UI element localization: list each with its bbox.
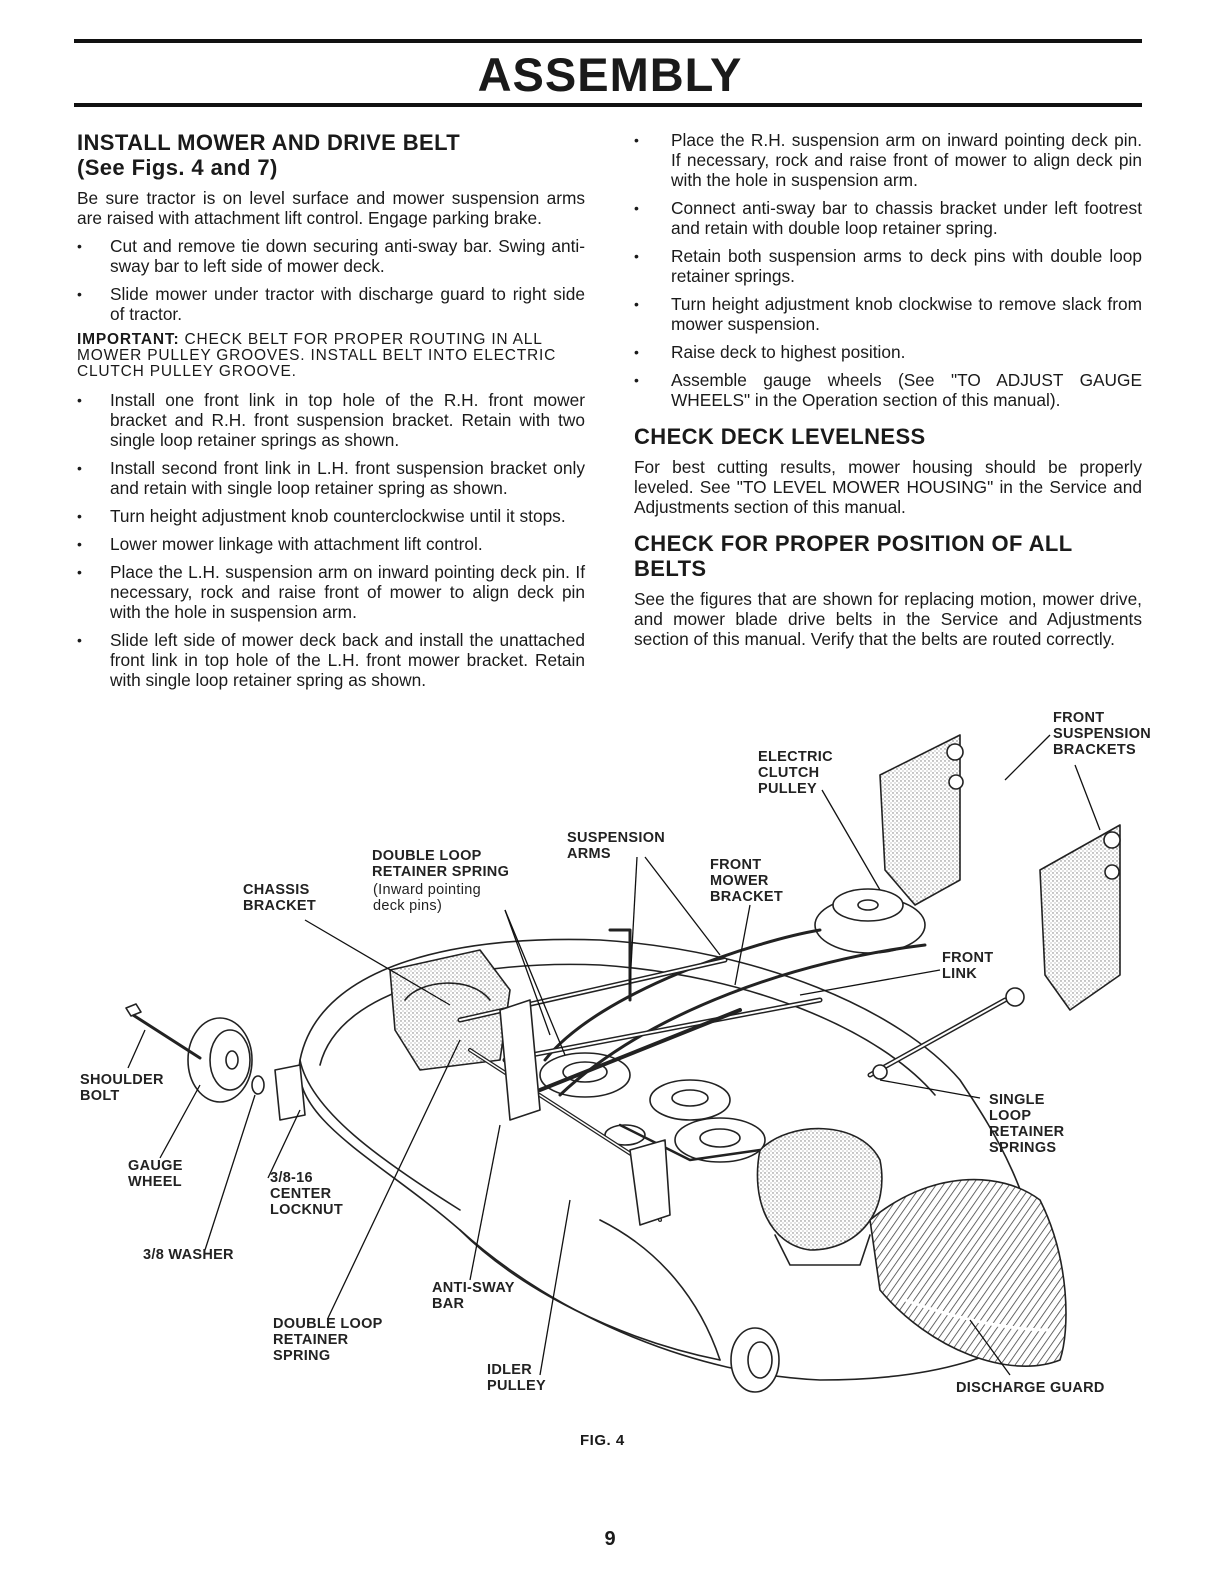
list-item: • Cut and remove tie down securing anti-sway bar. Swing anti-sway bar to left side of mower deck. xyxy=(77,236,585,276)
label-suspension-arms: SUSPENSION ARMS xyxy=(567,830,666,862)
bullet-icon: • xyxy=(77,508,82,524)
label-chassis-bracket: CHASSIS BRACKET xyxy=(243,882,316,914)
bullet-icon: • xyxy=(634,296,639,312)
heading-line-1: INSTALL MOWER AND DRIVE BELT xyxy=(77,130,461,155)
bullet-icon: • xyxy=(77,632,82,648)
list-item: • Slide left side of mower deck back and install the unattached front link in top hole of the L.H. front mower bracket. Retain with single loop retainer spring as shown. xyxy=(77,630,585,690)
list-item: • Turn height adjustment knob clockwise to remove slack from mower suspension. xyxy=(634,294,1142,334)
list-item: • Retain both suspension arms to deck pins with double loop retainer springs. xyxy=(634,246,1142,286)
label-double-loop-retainer-spring: DOUBLE LOOP RETAINER SPRING xyxy=(273,1316,383,1364)
levelness-paragraph: For best cutting results, mower housing should be properly leveled. See "TO LEVEL MOWER HOUSING" in the Service and Adjustments section of this manual. xyxy=(634,457,1142,517)
bullet-icon: • xyxy=(77,536,82,552)
label-idler-pulley: IDLER PULLEY xyxy=(487,1362,546,1394)
label-front-link: FRONT LINK xyxy=(942,950,994,982)
bullet-icon: • xyxy=(634,372,639,388)
bullet-icon: • xyxy=(77,286,82,302)
label-center-locknut: 3/8-16 CENTER LOCKNUT xyxy=(270,1170,343,1218)
label-front-suspension-brackets: FRONT SUSPENSION BRACKETS xyxy=(1053,710,1152,758)
bullet-icon: • xyxy=(634,248,639,264)
page-title: ASSEMBLY xyxy=(477,48,743,101)
list-item: • Slide mower under tractor with discharge guard to right side of tractor. xyxy=(77,284,585,324)
label-single-loop-retainer-springs: SINGLE LOOP RETAINER SPRINGS xyxy=(989,1092,1065,1156)
important-text: CHECK BELT FOR PROPER ROUTING IN ALL MOWER PULLEY GROOVES. INSTALL BELT INTO ELECTRIC CLUTCH PULLEY GROOVE. xyxy=(77,331,557,380)
label-anti-sway-bar: ANTI-SWAY BAR xyxy=(432,1280,515,1312)
list-item: • Lower mower linkage with attachment lift control. xyxy=(77,534,483,554)
list-item: • Install second front link in L.H. front suspension bracket only and retain with single loop retainer spring as shown. xyxy=(77,458,585,498)
label-inward-pointing-note: (Inward pointing deck pins) xyxy=(373,882,481,914)
belts-paragraph: See the figures that are shown for replacing motion, mower drive, and mower blade drive belts in the Service and Adjustments section of this manual. Verify that the belts are routed correctly. xyxy=(634,589,1142,649)
important-label: IMPORTANT: xyxy=(77,331,180,348)
intro-paragraph: Be sure tractor is on level surface and mower suspension arms are raised with attachment lift control. Engage parking brake. xyxy=(77,188,585,228)
list-item: • Turn height adjustment knob counterclockwise until it stops. xyxy=(77,506,566,526)
label-front-mower-bracket: FRONT MOWER BRACKET xyxy=(710,857,783,905)
bullet-icon: • xyxy=(634,200,639,216)
list-item: • Raise deck to highest position. xyxy=(634,342,906,362)
page-number: 9 xyxy=(604,1528,616,1550)
bullet-icon: • xyxy=(77,392,82,408)
bullet-icon: • xyxy=(634,344,639,360)
section-heading-belts: CHECK FOR PROPER POSITION OF ALL BELTS xyxy=(634,531,1073,581)
list-item: • Assemble gauge wheels (See "TO ADJUST GAUGE WHEELS" in the Operation section of this manual). xyxy=(634,370,1142,410)
list-item: • Install one front link in top hole of the R.H. front mower bracket and R.H. front suspension bracket. Retain with two single loop retainer springs as shown. xyxy=(77,390,585,450)
heading-line-2: (See Figs. 4 and 7) xyxy=(77,155,278,180)
list-item: • Connect anti-sway bar to chassis bracket under left footrest and retain with double loop retainer spring. xyxy=(634,198,1142,238)
label-washer: 3/8 WASHER xyxy=(143,1247,234,1263)
label-discharge-guard: DISCHARGE GUARD xyxy=(956,1380,1105,1396)
section-heading-levelness: CHECK DECK LEVELNESS xyxy=(634,424,926,449)
bullet-icon: • xyxy=(634,132,639,148)
list-item: • Place the L.H. suspension arm on inward pointing deck pin. If necessary, rock and raise front of mower to align deck pin with the hole in suspension arm. xyxy=(77,562,585,622)
bullet-icon: • xyxy=(77,238,82,254)
bullet-icon: • xyxy=(77,460,82,476)
label-electric-clutch-pulley: ELECTRIC CLUTCH PULLEY xyxy=(758,749,833,797)
figure-caption: FIG. 4 xyxy=(580,1432,625,1449)
label-gauge-wheel: GAUGE WHEEL xyxy=(128,1158,183,1190)
list-item: • Place the R.H. suspension arm on inward pointing deck pin. If necessary, rock and raise front of mower to align deck pin with the hole in suspension arm. xyxy=(634,130,1142,190)
label-shoulder-bolt: SHOULDER BOLT xyxy=(80,1072,164,1104)
label-double-loop-retainer-spring-inward: DOUBLE LOOP RETAINER SPRING xyxy=(372,848,510,880)
bullet-icon: • xyxy=(77,564,82,580)
